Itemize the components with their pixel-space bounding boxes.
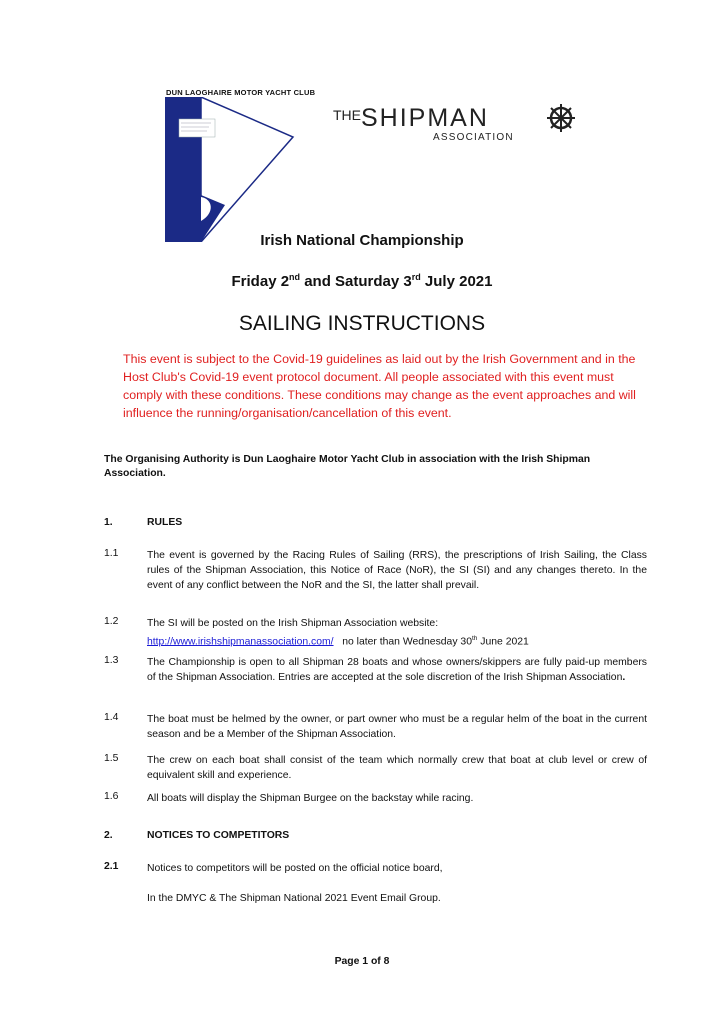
event-dates: Friday 2nd and Saturday 3rd July 2021 bbox=[231, 272, 493, 290]
item-number: 2.1 bbox=[104, 861, 119, 872]
item-number: 1.4 bbox=[104, 712, 119, 723]
logo-shipman-text: SHIPMAN bbox=[361, 104, 489, 132]
item-number: 1.1 bbox=[104, 548, 119, 559]
notice-item-continued: In the DMYC & The Shipman National 2021 Event Email Group. bbox=[147, 893, 441, 904]
organising-authority: The Organising Authority is Dun Laoghaire Motor Yacht Club in association with the Irish Shipman Association. bbox=[104, 454, 591, 479]
rule-item: The event is governed by the Racing Rules of Sailing (RRS), the prescriptions of Irish Sailing, the Class rules of the Shipman Association, this Notice of Race (NoR), the SI (SI) and any changes thereto. In the event of any conflict between the NoR and the SI, the latter shall prevail. bbox=[147, 550, 647, 591]
club-burgee-logo bbox=[165, 97, 295, 242]
rule-item: The Championship is open to all Shipman 28 boats and whose owners/skippers are fully paid-up members of the Shipman Association. Entries are accepted at the sole discretion of the Irish Shipman Association. bbox=[147, 657, 647, 683]
rule-item: The SI will be posted on the Irish Shipman Association website: http://www.irishshipmanassociation.com/ no later than Wednesday 30th June 2021 bbox=[147, 618, 529, 648]
item-number: 1.2 bbox=[104, 616, 119, 627]
club-name: DUN LAOGHAIRE MOTOR YACHT CLUB bbox=[166, 88, 316, 97]
page-number: Page 1 of 8 bbox=[334, 956, 390, 967]
notice-item: Notices to competitors will be posted on the official notice board, bbox=[147, 863, 443, 874]
section-number: 1. bbox=[104, 517, 113, 528]
shipman-association-logo bbox=[333, 100, 588, 145]
logo-association-text: ASSOCIATION bbox=[433, 132, 514, 143]
burgee-label-box bbox=[179, 119, 215, 137]
item-number: 1.5 bbox=[104, 753, 119, 764]
section-title-notices: NOTICES TO COMPETITORS bbox=[147, 830, 290, 841]
section-title-rules: RULES bbox=[147, 517, 183, 528]
item-number: 1.6 bbox=[104, 791, 119, 802]
shipman-website-link[interactable]: http://www.irishshipmanassociation.com/ bbox=[147, 636, 334, 648]
covid-notice: This event is subject to the Covid-19 guidelines as laid out by the Irish Government and in the Host Club's Covid-19 event protocol document. All people associated with this event must comply with these conditions. These conditions may change as the event approaches and will influence the running/organisation/cancellation of this event. bbox=[123, 352, 636, 420]
document-title: SAILING INSTRUCTIONS bbox=[238, 312, 486, 335]
ships-wheel-icon bbox=[547, 104, 575, 132]
item-number: 1.3 bbox=[104, 655, 119, 666]
rule-item: The boat must be helmed by the owner, or part owner who must be a regular helm of the boat in the current season and be a Member of the Shipman Association. bbox=[147, 714, 647, 740]
rule-item: All boats will display the Shipman Burgee on the backstay while racing. bbox=[147, 793, 474, 804]
section-number: 2. bbox=[104, 830, 113, 841]
logo-the-text: THE bbox=[333, 107, 361, 123]
rule-item: The crew on each boat shall consist of the team which normally crew that boat at club level or crew of equivalent skill and experience. bbox=[147, 755, 647, 781]
championship-title: Irish National Championship bbox=[260, 232, 464, 249]
